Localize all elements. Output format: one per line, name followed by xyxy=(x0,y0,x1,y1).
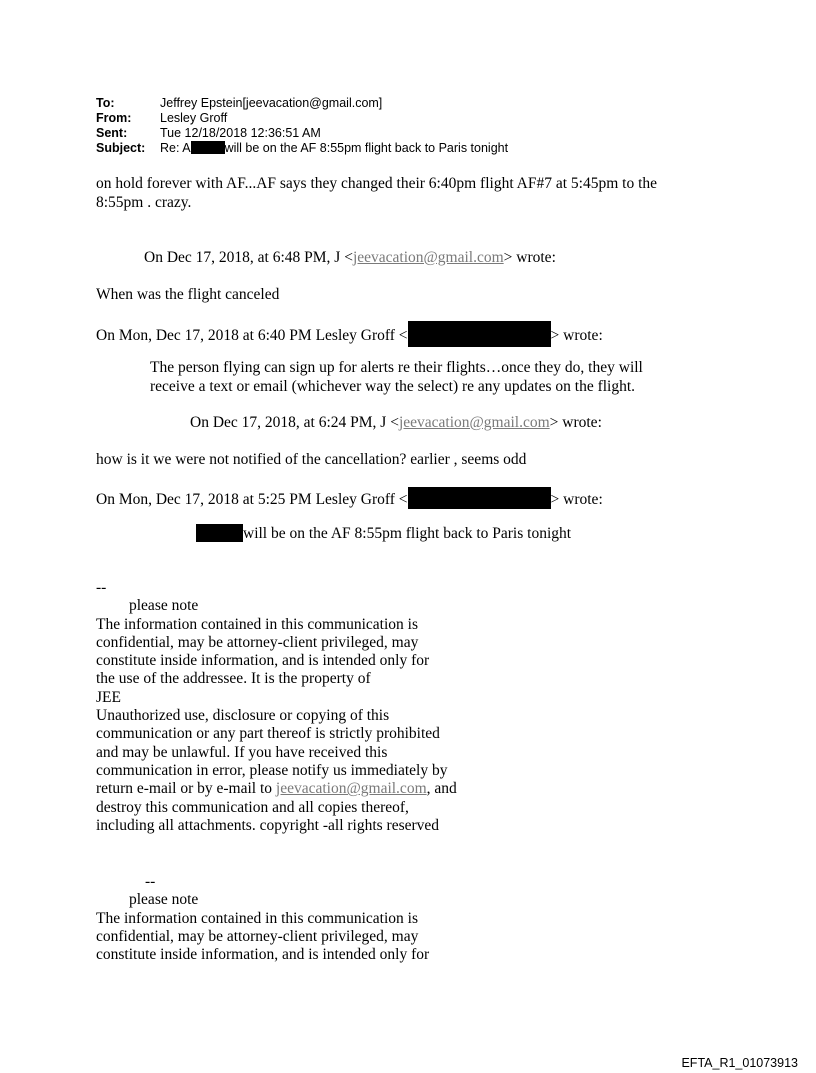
redaction-box xyxy=(191,141,225,154)
disclaimer-line: The information contained in this communication is xyxy=(96,909,418,927)
reply-text-1: When was the flight canceled xyxy=(96,286,280,303)
to-label: To: xyxy=(96,96,115,110)
quote-header-text: On Mon, Dec 17, 2018 at 5:25 PM Lesley Groff < xyxy=(96,491,408,508)
disclaimer-line: The information contained in this communication is xyxy=(96,615,418,633)
quote-header-text: On Dec 17, 2018, at 6:24 PM, J < xyxy=(190,414,399,431)
signature-dashes: -- xyxy=(96,579,107,596)
reply-line-2: 8:55pm . crazy. xyxy=(96,194,192,211)
alerts-line-1: The person flying can sign up for alerts re their flights…once they do, they will xyxy=(150,359,643,376)
quote-header-3 xyxy=(190,413,602,432)
disclaimer-line: destroy this communication and all copies thereof, xyxy=(96,798,409,816)
disclaimer-block-1 xyxy=(96,579,457,835)
disclaimer-line: Unauthorized use, disclosure or copying of this xyxy=(96,707,390,725)
redaction-box xyxy=(408,321,551,347)
document-id: EFTA_R1_01073913 xyxy=(681,1056,798,1070)
quote-header-suffix: > wrote: xyxy=(549,414,602,431)
disclaimer-line: communication or any part thereof is strictly prohibited xyxy=(96,725,440,743)
disclaimer-line: the use of the addressee. It is the property of xyxy=(96,670,371,688)
disclaimer-line: constitute inside information, and is intended only for xyxy=(96,652,430,670)
subject-label: Subject: xyxy=(96,141,146,155)
subject-prefix: Re: A xyxy=(160,141,191,155)
disclaimer-block-2 xyxy=(96,873,429,964)
email-header xyxy=(96,96,508,156)
redaction-box xyxy=(196,524,243,542)
signature-dashes: -- xyxy=(145,873,156,890)
to-value: Jeffrey Epstein[jeevacation@gmail.com] xyxy=(160,96,383,110)
email-link[interactable]: jeevacation@gmail.com xyxy=(352,249,504,266)
original-message-text: will be on the AF 8:55pm flight back to Paris tonight xyxy=(243,525,572,542)
subject-suffix: will be on the AF 8:55pm flight back to Paris tonight xyxy=(224,141,509,155)
quote-header-suffix: > wrote: xyxy=(550,491,603,508)
quote-header-4 xyxy=(96,487,603,509)
subject-value xyxy=(160,141,508,156)
quote-header-2 xyxy=(96,321,603,347)
original-message xyxy=(196,524,571,543)
please-note: please note xyxy=(129,597,199,615)
disclaimer-line: confidential, may be attorney-client privileged, may xyxy=(96,633,419,651)
sent-label: Sent: xyxy=(96,126,128,140)
quote-header-1 xyxy=(144,248,556,267)
disclaimer-line: communication in error, please notify us immediately by xyxy=(96,761,448,779)
alerts-line-2: receive a text or email (whichever way the select) re any updates on the flight. xyxy=(150,378,636,395)
reply-paragraph xyxy=(96,174,657,212)
from-value: Lesley Groff xyxy=(160,111,228,125)
disclaimer-text: return e-mail or by e-mail to xyxy=(96,780,276,798)
subject-row xyxy=(96,141,508,156)
alerts-paragraph xyxy=(150,358,643,396)
disclaimer-line: including all attachments. copyright -all rights reserved xyxy=(96,816,440,834)
to-row xyxy=(96,96,508,111)
from-row xyxy=(96,111,508,126)
sent-row xyxy=(96,126,508,141)
reply-text-2: how is it we were not notified of the cancellation? earlier , seems odd xyxy=(96,451,527,468)
sent-value: Tue 12/18/2018 12:36:51 AM xyxy=(160,126,321,140)
please-note: please note xyxy=(129,891,199,909)
email-link[interactable]: jeevacation@gmail.com xyxy=(275,780,427,798)
quote-header-suffix: > wrote: xyxy=(503,249,556,266)
redaction-box xyxy=(408,487,551,509)
quote-header-text: On Dec 17, 2018, at 6:48 PM, J < xyxy=(144,249,353,266)
disclaimer-line: confidential, may be attorney-client privileged, may xyxy=(96,927,419,945)
disclaimer-text: , and xyxy=(426,780,457,798)
disclaimer-line xyxy=(96,780,457,798)
disclaimer-line: and may be unlawful. If you have received this xyxy=(96,743,388,761)
disclaimer-line: JEE xyxy=(96,688,121,706)
disclaimer-line: constitute inside information, and is intended only for xyxy=(96,946,430,964)
reply-line-1: on hold forever with AF...AF says they changed their 6:40pm flight AF#7 at 5:45pm to the xyxy=(96,175,658,192)
quote-header-text: On Mon, Dec 17, 2018 at 6:40 PM Lesley Groff < xyxy=(96,327,408,344)
quote-header-suffix: > wrote: xyxy=(550,327,603,344)
email-link[interactable]: jeevacation@gmail.com xyxy=(398,414,550,431)
from-label: From: xyxy=(96,111,132,125)
